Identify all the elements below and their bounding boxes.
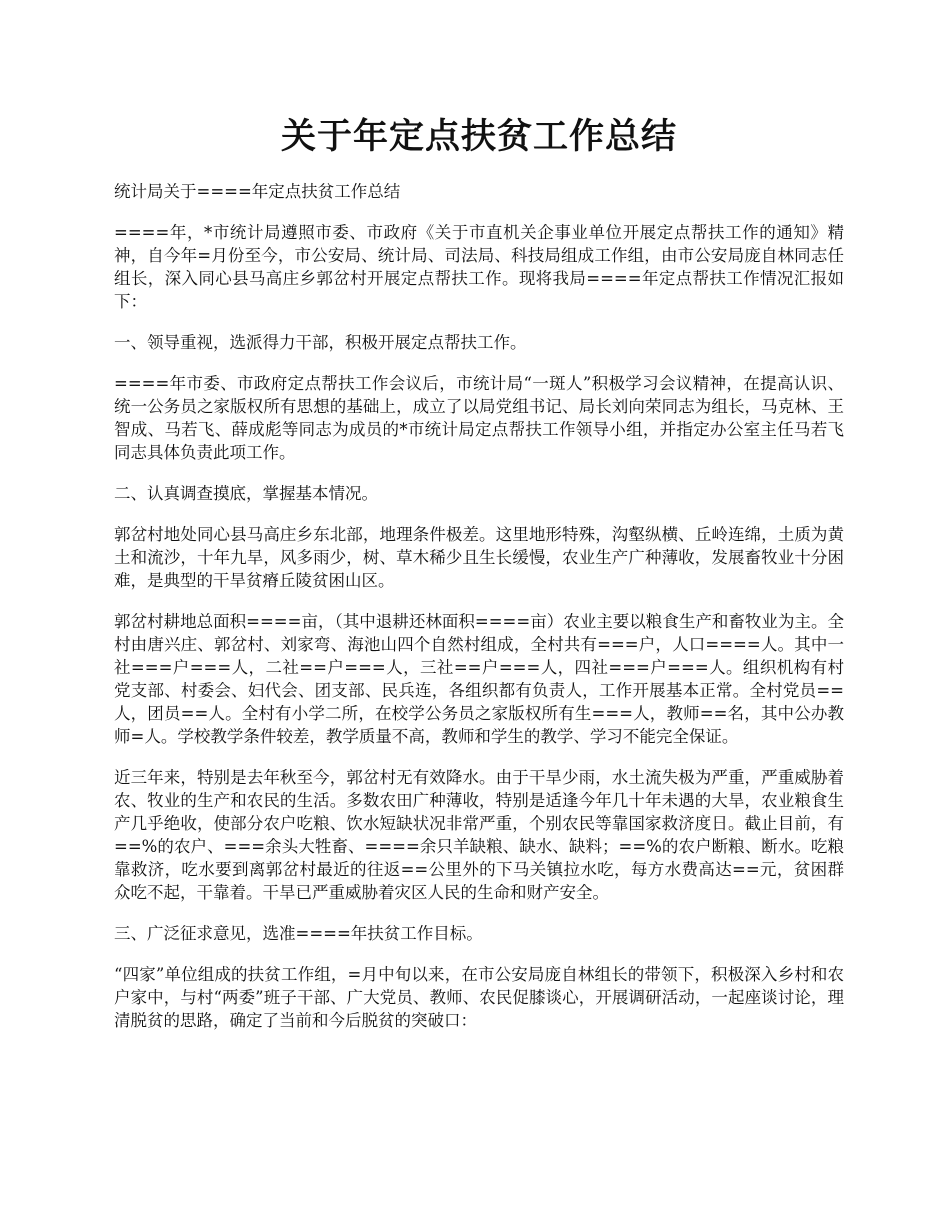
paragraph-intro: ====年，*市统计局遵照市委、市政府《关于市直机关企事业单位开展定点帮扶工作的通知》精神，自今年=月份至今，市公安局、统计局、司法局、科技局组成工作组，由市公安局庞自林同志任组长，深入同心县马高庄乡郭岔村开展定点帮扶工作。现将我局====年定点帮扶工作情况汇报如下： xyxy=(114,223,844,311)
paragraph: 近三年来，特别是去年秋至今，郭岔村无有效降水。由于干旱少雨，水土流失极为严重，严重威胁着农、牧业的生产和农民的生活。多数农田广种薄收，特别是适逢今年几十年未遇的大旱，农业粮食生产几乎绝收，使部分农户吃粮、饮水短缺状况非常严重，个别农民等靠国家救济度日。截止目前，有==%的农户、===余头大牲畜、====余只羊缺粮、缺水、缺料；==%的农户断粮、断水。吃粮靠救济，吃水要到离郭岔村最近的往返==公里外的下马关镇拉水吃，每方水费高达==元，贫困群众吃不起，干靠着。干旱已严重威胁着灾区人民的生命和财产安全。 xyxy=(114,768,844,902)
paragraph: ====年市委、市政府定点帮扶工作会议后，市统计局“一斑人”积极学习会议精神，在提高认识、统一公务员之家版权所有思想的基础上，成立了以局党组书记、局长刘向荣同志为组长，马克林、王智成、马若飞、薛成彪等同志为成员的*市统计局定点帮扶工作领导小组，并指定办公室主任马若飞同志具体负责此项工作。 xyxy=(114,374,844,462)
document-body xyxy=(114,180,844,1050)
paragraph: 郭岔村地处同心县马高庄乡东北部，地理条件极差。这里地形特殊，沟壑纵横、丘岭连绵，土质为黄土和流沙，十年九旱，风多雨少，树、草木稀少且生长缓慢，农业生产广种薄收，发展畜牧业十分困难，是典型的干旱贫瘠丘陵贫困山区。 xyxy=(114,525,844,590)
section-heading-1: 一、领导重视，选派得力干部，积极开展定点帮扶工作。 xyxy=(114,333,527,352)
section-heading-2: 二、认真调查摸底，掌握基本情况。 xyxy=(114,484,378,503)
document-title: 关于年定点扶贫工作总结 xyxy=(280,117,677,157)
paragraph: 郭岔村耕地总面积====亩，（其中退耕还林面积====亩）农业主要以粮食生产和畜牧业为主。全村由唐兴庄、郭岔村、刘家弯、海池山四个自然村组成，全村共有===户，人口====人。其中一社===户===人，二社==户===人，三社==户===人，四社===户===人。组织机构有村党支部、村委会、妇代会、团支部、民兵连，各组织都有负责人，工作开展基本正常。全村党员==人，团员==人。全村有小学二所，在校学公务员之家版权所有生===人，教师==名，其中公办教师=人。学校教学条件较差，教学质量不高，教师和学生的教学、学习不能完全保证。 xyxy=(114,612,844,746)
paragraph: “四家”单位组成的扶贫工作组，=月中旬以来，在市公安局庞自林组长的带领下，积极深入乡村和农户家中，与村“两委”班子干部、广大党员、教师、农民促膝谈心，开展调研活动，一起座谈讨论，理清脱贫的思路，确定了当前和今后脱贫的突破口： xyxy=(114,965,844,1030)
section-heading-3: 三、广泛征求意见，选准====年扶贫工作目标。 xyxy=(114,924,483,943)
paragraph-subtitle: 统计局关于====年定点扶贫工作总结 xyxy=(114,182,401,201)
